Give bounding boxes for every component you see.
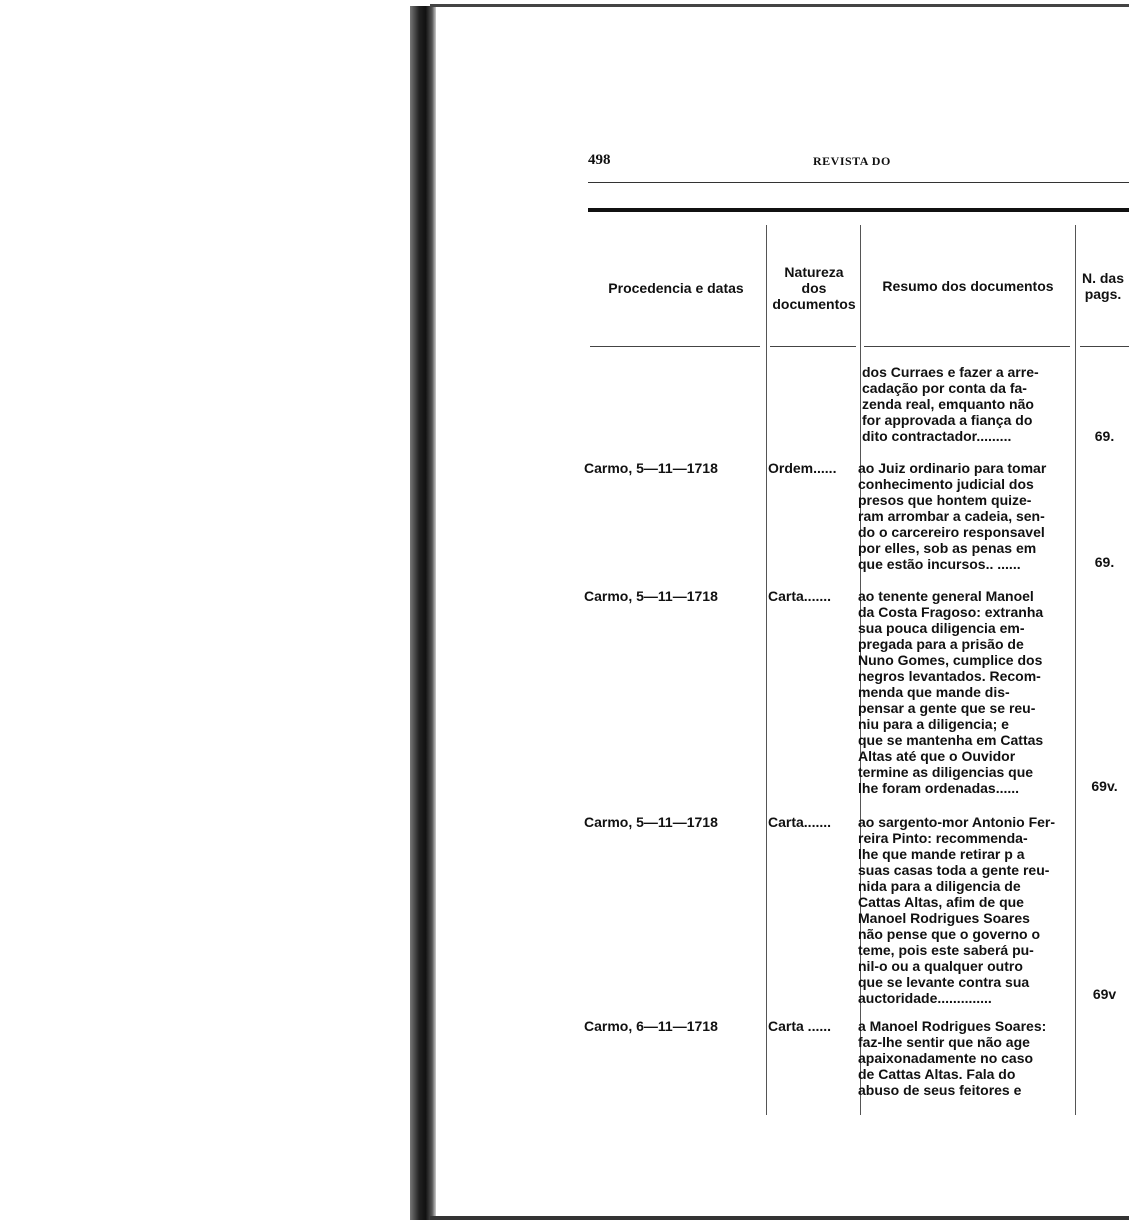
column-header-pags: N. das pags. xyxy=(1081,270,1124,302)
row-resumo xyxy=(862,364,1074,444)
resumo-line: cadação por conta da fa- xyxy=(862,380,1027,396)
resumo-line: não pense que o governo o xyxy=(858,926,1041,942)
resumo-line: Cattas Altas, afim de que xyxy=(858,894,1024,910)
resumo-line: lhe que mande retirar p a xyxy=(858,846,1025,862)
page-header xyxy=(588,152,1129,176)
column-divider xyxy=(766,225,767,1115)
row-procedencia: Carmo, 5—11—1718 xyxy=(584,588,718,604)
row-procedencia: Carmo, 6—11—1718 xyxy=(584,1018,718,1034)
resumo-line: dos Curraes e fazer a arre- xyxy=(862,364,1039,380)
resumo-line: Altas até que o Ouvidor xyxy=(858,748,1016,764)
row-resumo xyxy=(858,814,1074,1006)
resumo-line: presos que hontem quize- xyxy=(858,492,1032,508)
row-pags: 69. xyxy=(1094,428,1115,444)
resumo-line: nil-o ou a qualquer outro xyxy=(858,958,1023,974)
resumo-line: Manoel Rodrigues Soares xyxy=(858,910,1030,926)
resumo-line: dito contractador......... xyxy=(862,428,1012,444)
resumo-line: que estão incursos.. ...... xyxy=(858,556,1021,572)
resumo-line: que se levante contra sua xyxy=(858,974,1030,990)
resumo-line: zenda real, emquanto não xyxy=(862,396,1034,412)
column-divider xyxy=(1075,225,1076,1115)
page-number: 498 xyxy=(588,152,611,168)
resumo-line: por elles, sob as penas em xyxy=(858,540,1037,556)
page-bottom-edge xyxy=(430,1216,1129,1220)
resumo-line: da Costa Fragoso: extranha xyxy=(858,604,1044,620)
page-top-edge xyxy=(430,4,1129,7)
running-title: REVISTA DO xyxy=(813,154,891,168)
row-resumo xyxy=(858,1018,1074,1098)
row-natureza: Carta....... xyxy=(768,814,832,830)
row-pags: 69. xyxy=(1094,554,1115,570)
resumo-line: Nuno Gomes, cumplice dos xyxy=(858,652,1043,668)
resumo-line: negros levantados. Recom- xyxy=(858,668,1041,684)
row-resumo xyxy=(858,588,1074,796)
resumo-line: niu para a diligencia; e xyxy=(858,716,1009,732)
row-natureza: Carta ...... xyxy=(768,1018,832,1034)
column-header-procedencia: Procedencia e datas xyxy=(608,280,744,296)
column-header-rule xyxy=(590,346,760,347)
row-pags: 69v. xyxy=(1091,778,1118,794)
table-top-rule xyxy=(588,208,1129,212)
resumo-line: auctoridade.............. xyxy=(858,990,992,1006)
resumo-line: ao tenente general Manoel xyxy=(858,588,1034,604)
resumo-line: reira Pinto: recommenda- xyxy=(858,830,1028,846)
column-header-rule xyxy=(770,346,856,347)
resumo-line: termine as diligencias que xyxy=(858,764,1034,780)
resumo-line: lhe foram ordenadas...... xyxy=(858,780,1020,796)
resumo-line: ram arrombar a cadeia, sen- xyxy=(858,508,1045,524)
row-natureza: Carta....... xyxy=(768,588,832,604)
row-natureza: Ordem...... xyxy=(768,460,837,476)
row-procedencia: Carmo, 5—11—1718 xyxy=(584,460,718,476)
resumo-line: faz-lhe sentir que não age xyxy=(858,1034,1030,1050)
resumo-line: teme, pois este saberá pu- xyxy=(858,942,1034,958)
resumo-line: a Manoel Rodrigues Soares: xyxy=(858,1018,1047,1034)
row-pags: 69v xyxy=(1092,986,1117,1002)
resumo-line: conhecimento judicial dos xyxy=(858,476,1034,492)
column-header-natureza: Natureza dos documentos xyxy=(772,264,856,312)
resumo-line: ao sargento-mor Antonio Fer- xyxy=(858,814,1056,830)
resumo-line: for approvada a fiança do xyxy=(862,412,1033,428)
row-procedencia: Carmo, 5—11—1718 xyxy=(584,814,718,830)
resumo-line: abuso de seus feitores e xyxy=(858,1082,1022,1098)
column-header-rule xyxy=(1080,346,1129,347)
book-spine-shadow xyxy=(410,6,436,1220)
resumo-line: pensar a gente que se reu- xyxy=(858,700,1036,716)
column-header-resumo: Resumo dos documentos xyxy=(882,278,1054,294)
column-header-rule xyxy=(864,346,1070,347)
row-resumo xyxy=(858,460,1074,572)
header-rule xyxy=(588,182,1129,183)
resumo-line: pregada para a prisão de xyxy=(858,636,1024,652)
resumo-line: apaixonadamente no caso xyxy=(858,1050,1034,1066)
resumo-line: ao Juiz ordinario para tomar xyxy=(858,460,1047,476)
resumo-line: nida para a diligencia de xyxy=(858,878,1021,894)
resumo-line: menda que mande dis- xyxy=(858,684,1010,700)
resumo-line: de Cattas Altas. Fala do xyxy=(858,1066,1016,1082)
resumo-line: sua pouca diligencia em- xyxy=(858,620,1025,636)
resumo-line: suas casas toda a gente reu- xyxy=(858,862,1050,878)
resumo-line: do o carcereiro responsavel xyxy=(858,524,1045,540)
resumo-line: que se mantenha em Cattas xyxy=(858,732,1044,748)
